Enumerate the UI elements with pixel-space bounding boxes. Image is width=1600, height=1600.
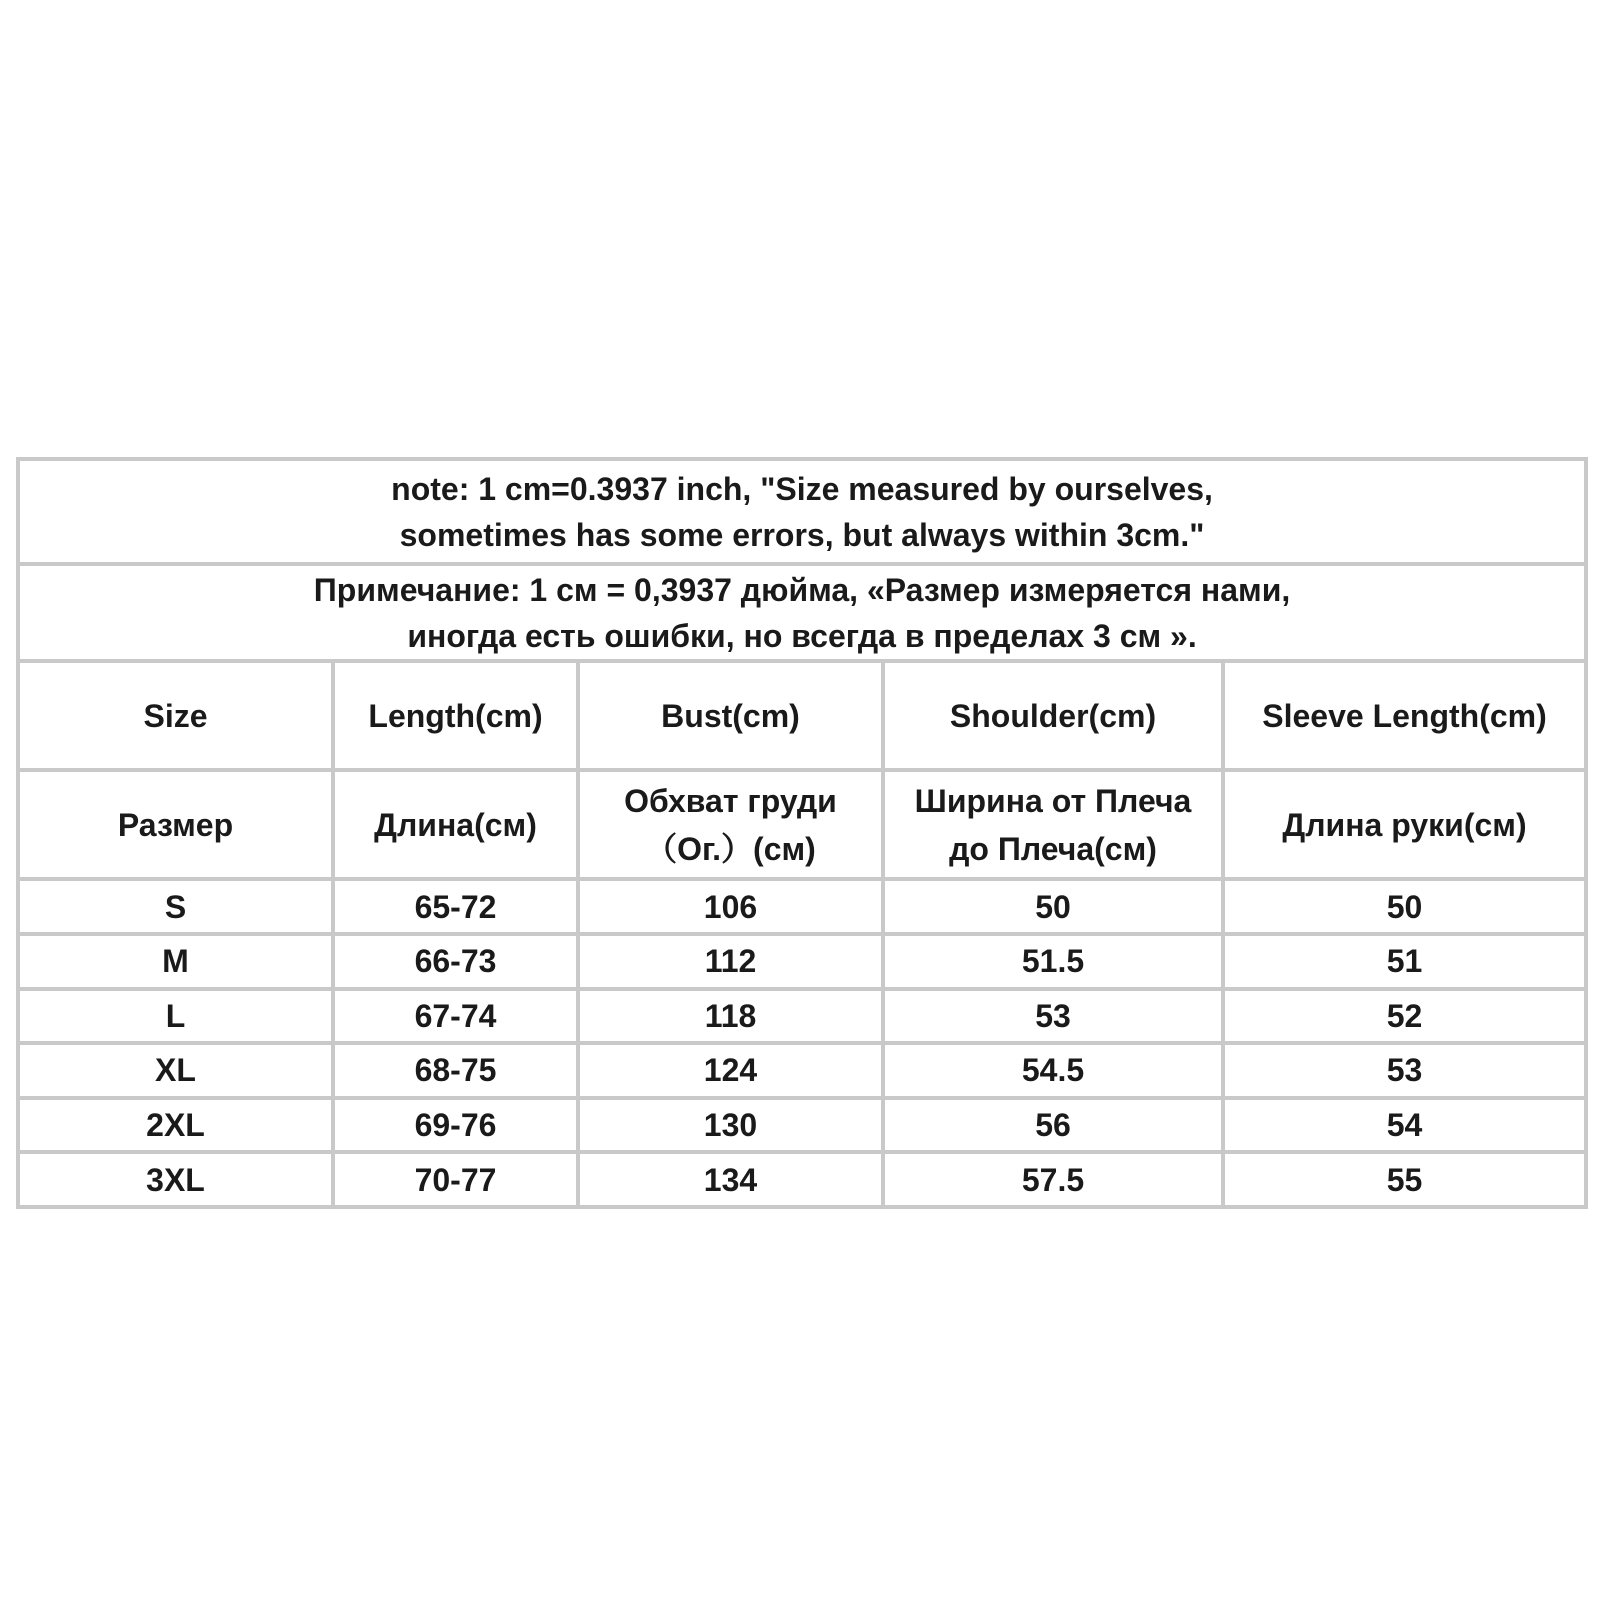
cell-size: XL bbox=[18, 1043, 333, 1098]
header-ru-bust-line-2: （Ог.）(см) bbox=[645, 830, 816, 867]
header-ru-length-line-1: Длина(см) bbox=[374, 806, 537, 843]
note-russian bbox=[18, 564, 1586, 661]
cell-bust: 118 bbox=[578, 989, 883, 1044]
table-row bbox=[18, 989, 1586, 1044]
table-row bbox=[18, 934, 1586, 989]
table-row bbox=[18, 1043, 1586, 1098]
table-row bbox=[18, 879, 1586, 934]
cell-shoulder: 53 bbox=[883, 989, 1223, 1044]
header-ru-length bbox=[333, 770, 578, 879]
note-english-line-2: sometimes has some errors, but always within 3cm." bbox=[399, 516, 1205, 553]
cell-bust: 112 bbox=[578, 934, 883, 989]
cell-sleeve-length: 53 bbox=[1223, 1043, 1586, 1098]
header-ru-shoulder-line-1: Ширина от Плеча bbox=[914, 782, 1192, 819]
cell-sleeve-length: 54 bbox=[1223, 1098, 1586, 1153]
header-length: Length(cm) bbox=[333, 661, 578, 770]
header-row-english bbox=[18, 661, 1586, 770]
header-ru-shoulder-line-2: до Плеча(см) bbox=[949, 830, 1157, 867]
header-ru-sleeve-length bbox=[1223, 770, 1586, 879]
note-english-line-1: note: 1 cm=0.3937 inch, "Size measured by ourselves, bbox=[391, 470, 1213, 507]
cell-bust: 106 bbox=[578, 879, 883, 934]
cell-length: 65-72 bbox=[333, 879, 578, 934]
table-row bbox=[18, 1098, 1586, 1153]
note-row-english bbox=[18, 459, 1586, 564]
cell-size: 3XL bbox=[18, 1152, 333, 1207]
cell-sleeve-length: 52 bbox=[1223, 989, 1586, 1044]
cell-shoulder: 57.5 bbox=[883, 1152, 1223, 1207]
cell-length: 66-73 bbox=[333, 934, 578, 989]
cell-size: L bbox=[18, 989, 333, 1044]
cell-size: M bbox=[18, 934, 333, 989]
header-row-russian bbox=[18, 770, 1586, 879]
header-ru-bust-line-1: Обхват груди bbox=[624, 782, 837, 819]
header-ru-sleeve-line-1: Длина руки(см) bbox=[1282, 806, 1527, 843]
cell-length: 67-74 bbox=[333, 989, 578, 1044]
cell-bust: 134 bbox=[578, 1152, 883, 1207]
header-ru-bust bbox=[578, 770, 883, 879]
header-ru-size-line-1: Размер bbox=[117, 806, 234, 843]
table-row bbox=[18, 1152, 1586, 1207]
size-chart-table bbox=[16, 457, 1588, 1209]
cell-size: 2XL bbox=[18, 1098, 333, 1153]
note-russian-line-1: Примечание: 1 см = 0,3937 дюйма, «Размер измеряется нами, bbox=[313, 571, 1291, 608]
cell-shoulder: 56 bbox=[883, 1098, 1223, 1153]
note-russian-line-2: иногда есть ошибки, но всегда в пределах 3 см ». bbox=[407, 617, 1197, 654]
cell-bust: 124 bbox=[578, 1043, 883, 1098]
cell-length: 69-76 bbox=[333, 1098, 578, 1153]
cell-sleeve-length: 55 bbox=[1223, 1152, 1586, 1207]
cell-size: S bbox=[18, 879, 333, 934]
note-row-russian bbox=[18, 564, 1586, 661]
cell-shoulder: 50 bbox=[883, 879, 1223, 934]
cell-shoulder: 51.5 bbox=[883, 934, 1223, 989]
header-ru-shoulder bbox=[883, 770, 1223, 879]
header-sleeve-length: Sleeve Length(cm) bbox=[1223, 661, 1586, 770]
cell-length: 70-77 bbox=[333, 1152, 578, 1207]
cell-sleeve-length: 50 bbox=[1223, 879, 1586, 934]
cell-sleeve-length: 51 bbox=[1223, 934, 1586, 989]
cell-length: 68-75 bbox=[333, 1043, 578, 1098]
header-size: Size bbox=[18, 661, 333, 770]
cell-bust: 130 bbox=[578, 1098, 883, 1153]
header-bust: Bust(cm) bbox=[578, 661, 883, 770]
cell-shoulder: 54.5 bbox=[883, 1043, 1223, 1098]
header-shoulder: Shoulder(cm) bbox=[883, 661, 1223, 770]
note-english bbox=[18, 459, 1586, 564]
header-ru-size bbox=[18, 770, 333, 879]
